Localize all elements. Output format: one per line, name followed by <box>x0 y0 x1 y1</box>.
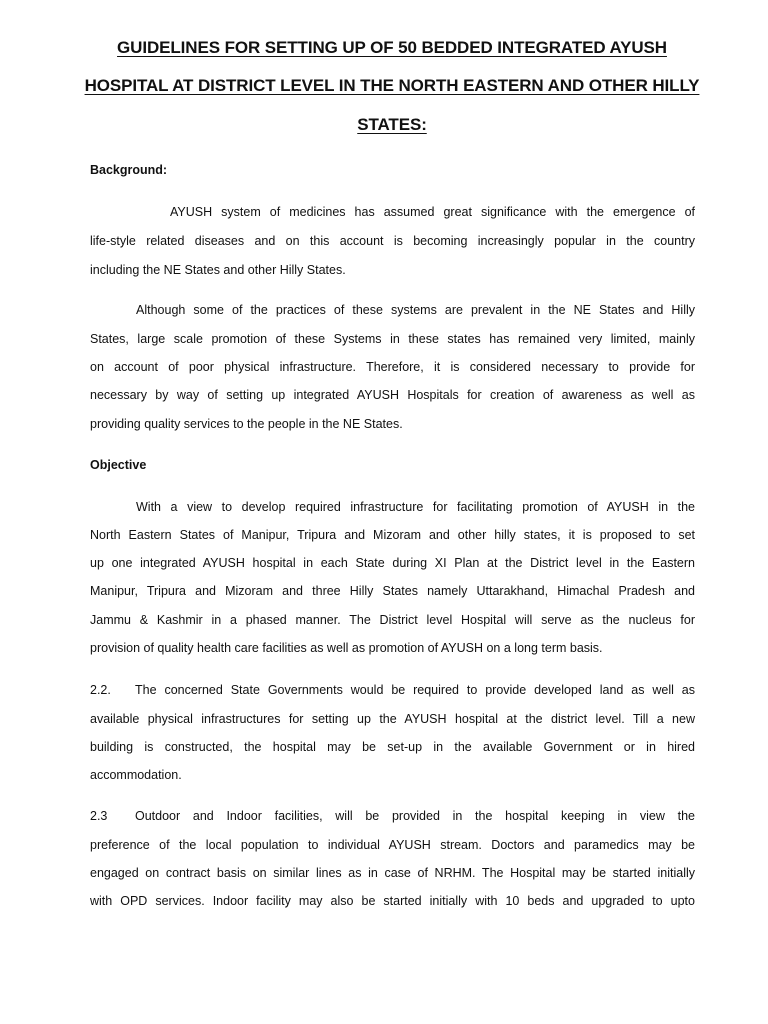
background-para2-line: Although some of the practices of these systems are prevalent in the NE States and Hilly <box>136 303 695 317</box>
background-para1-line: life-style related diseases and on this account is becoming increasingly popular in the country <box>90 234 695 248</box>
background-para2-line: States, large scale promotion of these Systems in these states has remained very limited, mainly <box>90 332 695 346</box>
background-para2-line: providing quality services to the people in the NE States. <box>90 417 403 431</box>
section-number: 2.3 <box>90 809 108 823</box>
section-2-2-line: building is constructed, the hospital may be set-up in the available Government or in hired <box>90 740 695 754</box>
objective-para1-line: provision of quality health care facilities as well as promotion of AYUSH on a long term basis. <box>90 641 603 655</box>
section-2-3-line: with OPD services. Indoor facility may also be started initially with 10 beds and upgraded to upto <box>90 894 695 908</box>
section-2-3-line: preference of the local population to individual AYUSH stream. Doctors and paramedics may be <box>90 838 695 852</box>
section-2-3-line <box>90 808 695 824</box>
section-2-2-line <box>90 682 695 698</box>
objective-heading: Objective <box>90 458 147 472</box>
objective-para1-line: North Eastern States of Manipur, Tripura and Mizoram and other hilly states, it is proposed to set <box>90 528 695 542</box>
section-2-2-text: The concerned State Governments would be required to provide developed land as well as <box>135 683 695 697</box>
document-title-line-2: HOSPITAL AT DISTRICT LEVEL IN THE NORTH EASTERN AND OTHER HILLY <box>84 76 700 95</box>
background-para1-line: AYUSH system of medicines has assumed great significance with the emergence of <box>170 205 695 219</box>
section-2-2-line: accommodation. <box>90 768 182 782</box>
document-title-line-3: STATES: <box>357 115 427 134</box>
background-para2-line: necessary by way of setting up integrated AYUSH Hospitals for creation of awareness as well as <box>90 388 695 402</box>
background-heading: Background: <box>90 163 168 177</box>
section-2-3-line: engaged on contract basis on similar lines as in case of NRHM. The Hospital may be started initially <box>90 866 695 880</box>
objective-para1-line: Manipur, Tripura and Mizoram and three Hilly States namely Uttarakhand, Himachal Pradesh and <box>90 584 695 598</box>
document-title-line-1: GUIDELINES FOR SETTING UP OF 50 BEDDED INTEGRATED AYUSH <box>117 38 667 57</box>
objective-para1-line: With a view to develop required infrastructure for facilitating promotion of AYUSH in the <box>136 500 695 514</box>
section-2-3-text: Outdoor and Indoor facilities, will be provided in the hospital keeping in view the <box>135 809 695 823</box>
section-number: 2.2. <box>90 683 111 697</box>
objective-para1-line: up one integrated AYUSH hospital in each State during XI Plan at the District level in the Eastern <box>90 556 695 570</box>
objective-para1-line: Jammu & Kashmir in a phased manner. The District level Hospital will serve as the nucleus for <box>90 613 695 627</box>
background-para2-line: on account of poor physical infrastructure. Therefore, it is considered necessary to provide for <box>90 360 695 374</box>
section-2-2-line: available physical infrastructures for setting up the AYUSH hospital at the district level. Till a new <box>90 712 695 726</box>
background-para1-line: including the NE States and other Hilly States. <box>90 263 346 277</box>
